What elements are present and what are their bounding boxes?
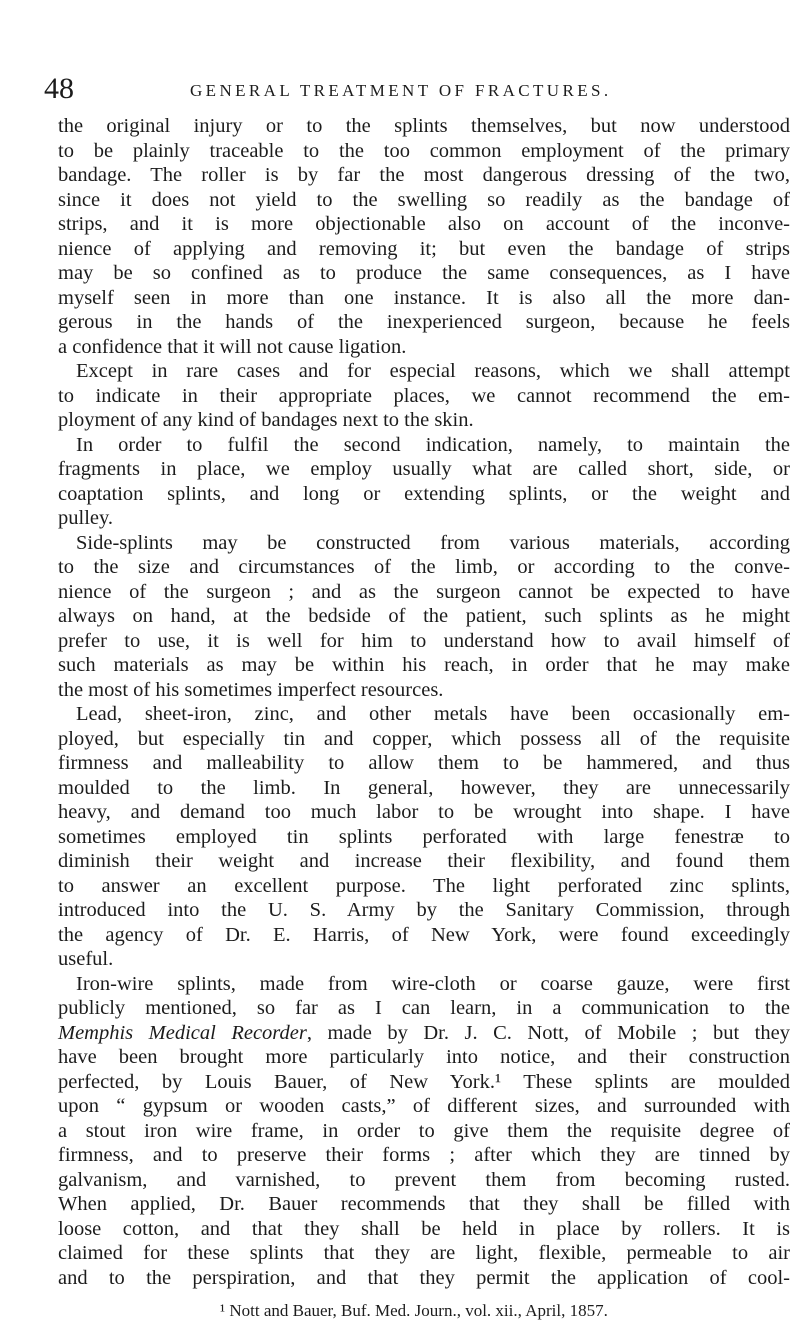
paragraph-start: Side-splints may be constructed from various materials, according	[76, 531, 790, 554]
text-line: coaptation splints, and long or extending splints, or the weight and	[58, 482, 790, 505]
text-line: moulded to the limb. In general, however, they are unnecessarily	[58, 776, 790, 799]
text-line: galvanism, and varnished, to prevent them from becoming rusted.	[58, 1168, 790, 1191]
text-line: useful.	[58, 948, 114, 970]
text-line: heavy, and demand too much labor to be wrought into shape. I have	[58, 801, 790, 823]
text-line: always on hand, at the bedside of the patient, such splints as he might	[58, 605, 790, 627]
text-line: such materials as may be within his reach, in order that he may make	[58, 654, 790, 676]
text-line: firmness, and to preserve their forms ; after which they are tinned by	[58, 1144, 790, 1166]
text-line: a confidence that it will not cause ligation.	[58, 335, 407, 358]
text-line: prefer to use, it is well for him to understand how to avail himself of	[58, 629, 790, 652]
body-text	[58, 114, 790, 1290]
text-line: sometimes employed tin splints perforated with large fenestræ to	[58, 825, 790, 848]
text-line: fragments in place, we employ usually what are called short, side, or	[58, 458, 790, 480]
text-line: ployment of any kind of bandages next to the skin.	[58, 409, 474, 431]
text-line: When applied, Dr. Bauer recommends that they shall be filled with	[58, 1193, 790, 1215]
text-line: have been brought more particularly into notice, and their construction	[58, 1046, 790, 1068]
text-line: nience of the surgeon ; and as the surgeon cannot be expected to have	[58, 580, 790, 603]
text-line: loose cotton, and that they shall be held in place by rollers. It is	[58, 1217, 790, 1240]
running-title: GENERAL TREATMENT OF FRACTURES.	[190, 81, 612, 100]
text-line: bandage. The roller is by far the most dangerous dressing of the two,	[58, 164, 790, 186]
paragraph-start: Lead, sheet-iron, zinc, and other metals have been occasionally em-	[76, 703, 790, 725]
journal-title: Memphis Medical Recorder	[58, 1021, 307, 1044]
text-line: to answer an excellent purpose. The light perforated zinc splints,	[58, 874, 790, 897]
text-line: to be plainly traceable to the too common employment of the primary	[58, 139, 790, 162]
text-line: strips, and it is more objectionable also on account of the inconve-	[58, 213, 790, 235]
paragraph-start: In order to fulfil the second indication, namely, to maintain the	[76, 433, 790, 456]
text-line: a stout iron wire frame, in order to give them the requisite degree of	[58, 1119, 790, 1142]
text-line: publicly mentioned, so far as I can learn, in a communication to the	[58, 997, 790, 1019]
text-line: since it does not yield to the swelling so readily as the bandage of	[58, 188, 790, 211]
text-line: the original injury or to the splints themselves, but now understood	[58, 115, 790, 137]
paragraph-start: Except in rare cases and for especial reasons, which we shall attempt	[76, 360, 790, 382]
text-line: the agency of Dr. E. Harris, of New York, were found exceedingly	[58, 923, 790, 946]
text-line: ployed, but especially tin and copper, which possess all of the requisite	[58, 727, 790, 750]
page-number: 48	[44, 72, 74, 105]
paragraph-start: Iron-wire splints, made from wire-cloth or coarse gauze, were first	[76, 972, 790, 995]
footnote: ¹ Nott and Bauer, Buf. Med. Journ., vol. xii., April, 1857.	[220, 1301, 608, 1320]
text-line: pulley.	[58, 507, 114, 529]
text-line: firmness and malleability to allow them to be hammered, and thus	[58, 752, 790, 774]
text-line: diminish their weight and increase their flexibility, and found them	[58, 850, 790, 872]
text-line: gerous in the hands of the inexperienced surgeon, because he feels	[58, 311, 790, 333]
text-line: claimed for these splints that they are light, flexible, permeable to air	[58, 1242, 790, 1264]
text-line: the most of his sometimes imperfect resources.	[58, 678, 444, 701]
text-line: to indicate in their appropriate places, we cannot recommend the em-	[58, 384, 790, 407]
text-line: myself seen in more than one instance. It is also all the more dan-	[58, 286, 790, 309]
text-line: nience of applying and removing it; but even the bandage of strips	[58, 237, 790, 260]
text-line: perfected, by Louis Bauer, of New York.¹ These splints are moulded	[58, 1070, 790, 1093]
text-line: upon “ gypsum or wooden casts,” of different sizes, and surrounded with	[58, 1095, 790, 1117]
text-line: Memphis Medical Recorder, made by Dr. J. C. Nott, of Mobile ; but they	[58, 1021, 790, 1044]
text-line: may be so confined as to produce the same consequences, as I have	[58, 262, 790, 284]
text-line: and to the perspiration, and that they permit the application of cool-	[58, 1266, 790, 1289]
text-line: to the size and circumstances of the limb, or according to the conve-	[58, 556, 790, 578]
running-head	[44, 72, 784, 106]
text-line: introduced into the U. S. Army by the Sanitary Commission, through	[58, 899, 790, 921]
